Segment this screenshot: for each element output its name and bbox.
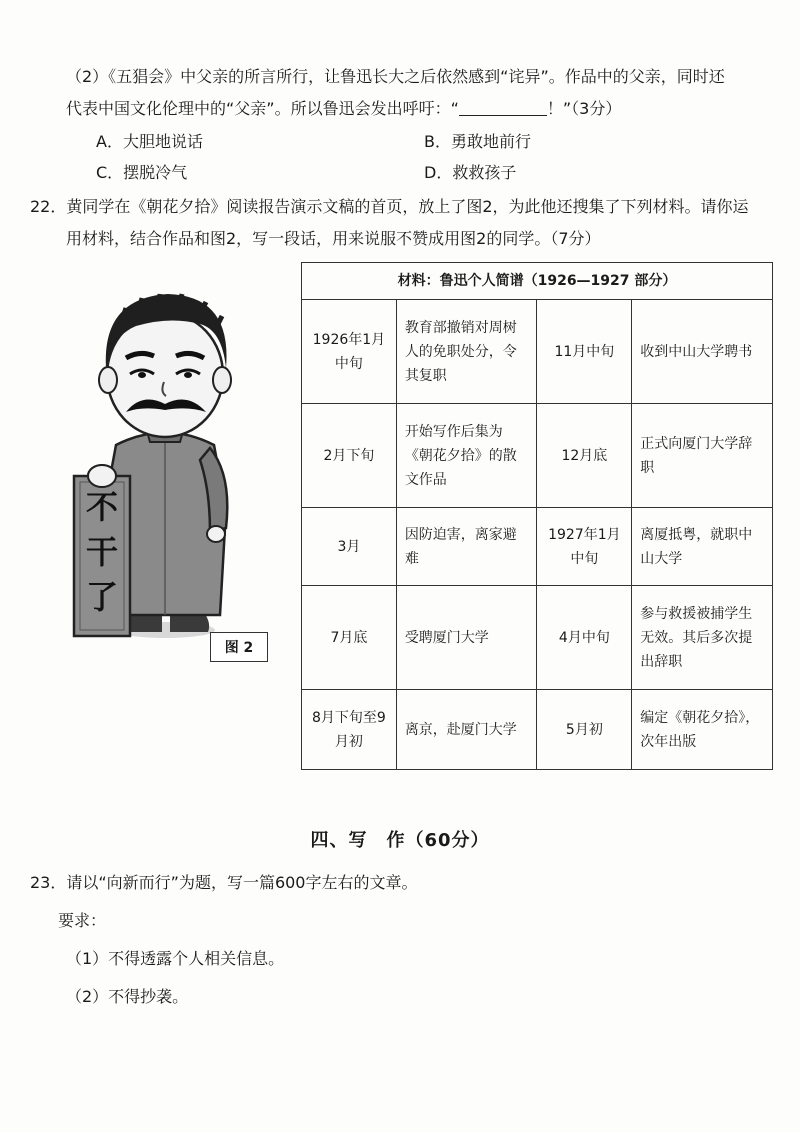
requirement-2: （2）不得抄袭。 xyxy=(66,987,189,1006)
sign-char-1: 不 xyxy=(85,488,119,526)
q21-2-line2 xyxy=(66,98,621,120)
event-cell: 受聘厦门大学 xyxy=(396,586,537,690)
table-title-row xyxy=(302,263,773,300)
table-row xyxy=(302,508,773,586)
figure-label: 图 2 xyxy=(210,632,268,662)
event-cell: 教育部撤销对周树人的免职处分，令其复职 xyxy=(396,300,537,404)
answer-blank xyxy=(459,99,547,116)
requirement-1: （1）不得透露个人相关信息。 xyxy=(66,949,285,968)
figure-2-cartoon xyxy=(50,280,280,665)
option-d: D．救救孩子 xyxy=(424,163,517,182)
q22-line2: 用材料，结合作品和图2，写一段话，用来说服不赞成用图2的同学。（7分） xyxy=(66,229,601,248)
sign-char-3: 了 xyxy=(85,578,119,616)
event-cell: 因防迫害，离家避难 xyxy=(396,508,537,586)
sign-char-2: 干 xyxy=(85,533,119,571)
section-title: 四、写 作（60分） xyxy=(310,830,490,851)
option-a: A．大胆地说话 xyxy=(96,132,203,151)
q21-2-line2-suffix: ！”（3分） xyxy=(546,99,622,118)
q22-line1: 22．黄同学在《朝花夕拾》阅读报告演示文稿的首页，放上了图2，为此他还搜集了下列材料。请你运 xyxy=(30,197,749,216)
time-cell: 1926年1月中旬 xyxy=(302,300,397,404)
table-row xyxy=(302,586,773,690)
time-cell: 5月初 xyxy=(537,690,632,770)
event-cell: 离厦抵粤，就职中山大学 xyxy=(632,508,773,586)
time-cell: 12月底 xyxy=(537,404,632,508)
q21-2-line2-prefix: 代表中国文化伦理中的“父亲”。所以鲁迅会发出呼吁：“ xyxy=(66,99,459,118)
table-row xyxy=(302,300,773,404)
time-cell: 11月中旬 xyxy=(537,300,632,404)
time-cell: 8月下旬至9月初 xyxy=(302,690,397,770)
time-cell: 1927年1月中旬 xyxy=(537,508,632,586)
event-cell: 编定《朝花夕拾》，次年出版 xyxy=(632,690,773,770)
event-cell: 开始写作后集为《朝花夕拾》的散文作品 xyxy=(396,404,537,508)
time-cell: 4月中旬 xyxy=(537,586,632,690)
event-cell: 参与救援被捕学生无效。其后多次提出辞职 xyxy=(632,586,773,690)
requirements-title: 要求： xyxy=(58,911,107,930)
table-row xyxy=(302,690,773,770)
event-cell: 正式向厦门大学辞职 xyxy=(632,404,773,508)
table-title: 材料：鲁迅个人简谱（1926—1927 部分） xyxy=(302,263,773,300)
q23-prompt: 23．请以“向新而行”为题，写一篇600字左右的文章。 xyxy=(30,873,418,892)
time-cell: 2月下旬 xyxy=(302,404,397,508)
option-c: C．摆脱冷气 xyxy=(96,163,188,182)
time-cell: 7月底 xyxy=(302,586,397,690)
time-cell: 3月 xyxy=(302,508,397,586)
event-cell: 离京，赴厦门大学 xyxy=(396,690,537,770)
chronology-table xyxy=(301,262,773,770)
option-b: B．勇敢地前行 xyxy=(424,132,531,151)
table-row xyxy=(302,404,773,508)
q21-2-line1: （2）《五猖会》中父亲的所言所行，让鲁迅长大之后依然感到“诧异”。作品中的父亲，同时还 xyxy=(66,67,725,86)
lu-xun-cartoon-illustration xyxy=(50,280,280,665)
event-cell: 收到中山大学聘书 xyxy=(632,300,773,404)
